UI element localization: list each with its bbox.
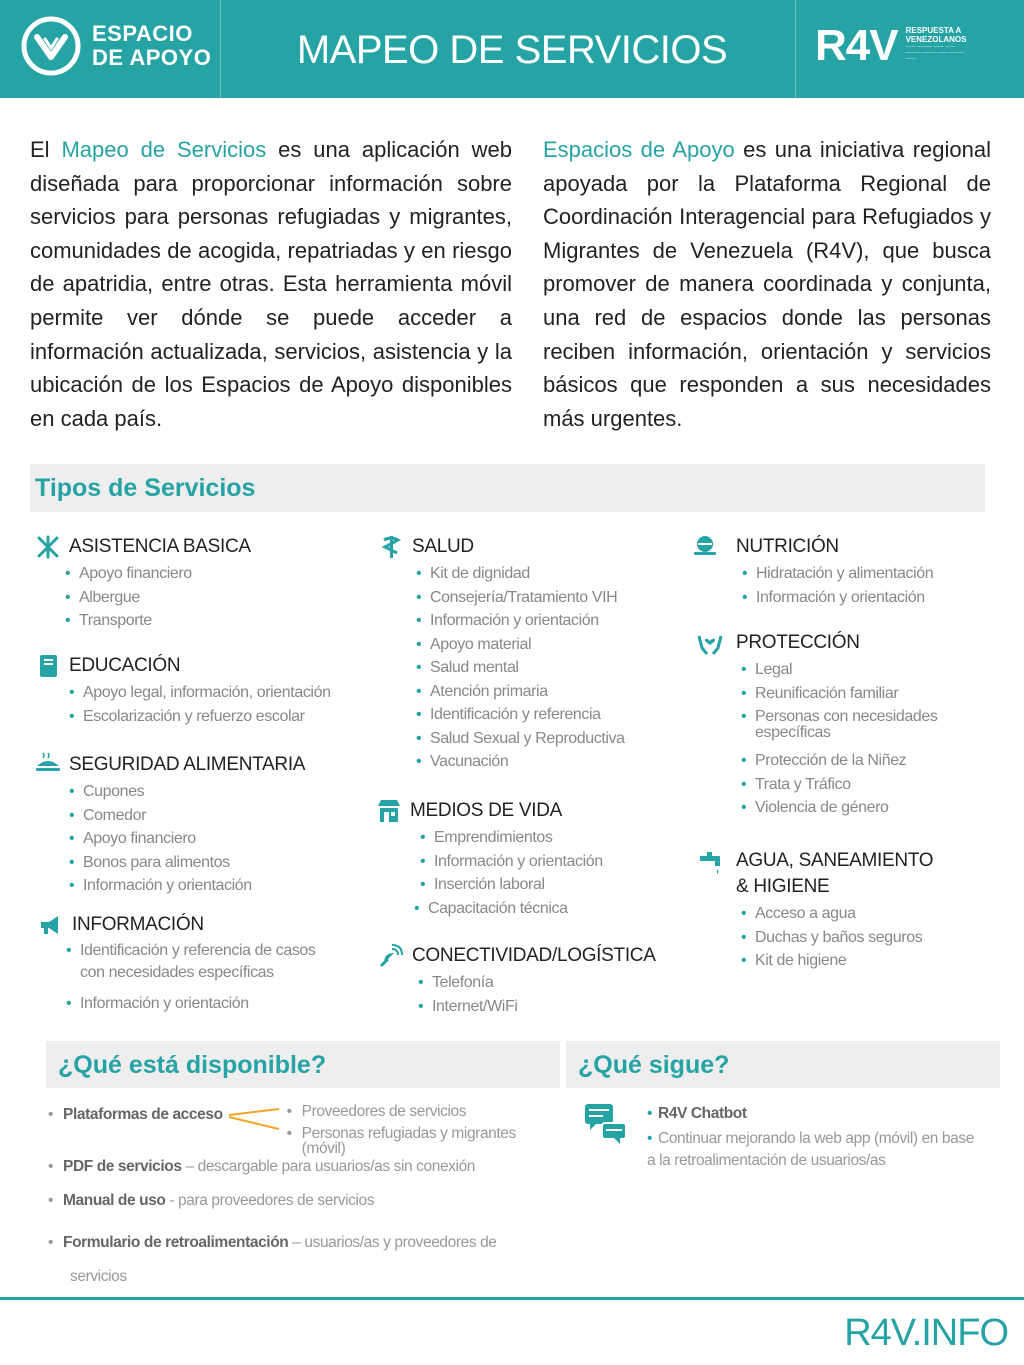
r4v-sub2: VENEZOLANOS [905, 35, 967, 44]
list-item: • Comedor [69, 804, 305, 828]
category-nutricion [692, 534, 933, 609]
asterisk-icon [35, 534, 61, 560]
plataformas-target: • Proveedores de servicios [286, 1103, 467, 1120]
list-item: • Apoyo financiero [65, 562, 251, 586]
book-icon [35, 653, 61, 679]
satellite-icon [378, 943, 404, 969]
list-item: • Información y orientación [69, 874, 305, 898]
list-item: • Salud Sexual y Reproductiva [416, 727, 625, 751]
footer-divider [0, 1297, 1024, 1300]
disponible-title: ¿Qué está disponible? [58, 1051, 327, 1079]
list-item: • Información y orientación [66, 992, 338, 1016]
intro-left-highlight: Mapeo de Servicios [61, 137, 267, 162]
intro-left-text: es una aplicación web diseñada para proporcionar información sobre servicios para personas refugiadas y migrantes, comunidades de acogida, repatriadas y en riesgo de apatridia, entre otras. Esta herramienta móvil permite ver dónde se puede acceder a información actualizada, servicios, asistencia y la ubicación de los Espacios de Apoyo disponibles en cada país. [30, 137, 512, 431]
header-divider [795, 0, 796, 98]
pdf-desc: – descargable para usuarios/as sin conexión [181, 1158, 476, 1175]
r4v-logo [815, 22, 970, 70]
list-item: • Vacunación [416, 750, 625, 774]
plataformas-item: • Plataformas de acceso • Proveedores de servicios • Personas refugiadas y migrantes (móvil) [48, 1103, 527, 1156]
category-salud [378, 534, 625, 774]
plataformas-label: Plataformas de acceso [63, 1106, 223, 1123]
list-item: • Capacitación técnica [414, 897, 603, 921]
intro-left-paragraph [30, 133, 512, 435]
list-item: • Albergue [65, 586, 251, 610]
category-title: SALUD [412, 536, 474, 557]
list-item: • Emprendimientos [420, 826, 603, 850]
category-conectividad [378, 943, 656, 1018]
formulario-desc: – usuarios/as y proveedores de servicios [70, 1234, 497, 1285]
category-educacion [35, 653, 331, 728]
manual-label: Manual de uso [63, 1192, 166, 1209]
category-title: ASISTENCIA BASICA [69, 536, 251, 557]
category-title: INFORMACIÓN [72, 914, 204, 935]
formulario-label: Formulario de retroalimentación [63, 1234, 289, 1251]
list-item: • Información y orientación [742, 586, 933, 610]
target-text: Personas refugiadas y migrantes (móvil) [301, 1125, 516, 1157]
list-item: • Identificación y referencia de casos con necesidades específicas [66, 940, 338, 984]
list-item: • Kit de dignidad [416, 562, 625, 586]
manual-desc: - para proveedores de servicios [165, 1192, 375, 1209]
intro-right-text: es una iniciativa regional apoyada por la Plataforma Regional de Coordinación Interagencial para Refugiados y Migrantes de Venezuela (R4V), que busca promover de manera coordinada y conjunta, una red de espacios donde las personas reciben información, orientación y servicios básicos que responden a sus necesidades más urgentes. [543, 137, 991, 431]
list-item: • Trata y Tráfico [741, 773, 957, 797]
list-item: • Violencia de género [741, 796, 957, 820]
sigue-item-text: R4V Chatbot [658, 1105, 747, 1122]
espacio-logo-icon [20, 15, 82, 77]
list-item: • Kit de higiene [741, 949, 957, 973]
target-text: Proveedores de servicios [301, 1103, 467, 1120]
list-item: • Acceso a agua [741, 902, 957, 926]
list-item: • Reunificación familiar [741, 682, 957, 706]
list-item: • Identificación y referencia [416, 703, 625, 727]
faucet-icon [697, 850, 723, 876]
list-item: • Escolarización y refuerzo escolar [69, 705, 331, 729]
list-item: • Personas con necesidades específicas [741, 709, 941, 741]
category-title: EDUCACIÓN [69, 655, 181, 676]
list-item: • Atención primaria [416, 680, 625, 704]
formulario-item: • Formulario de retroalimentación – usuarios/as y proveedores de servicios [48, 1234, 497, 1285]
list-item: • Telefonía [418, 971, 656, 995]
manual-item: • Manual de uso - para proveedores de servicios [48, 1192, 375, 1209]
list-item: • Protección de la Niñez [741, 749, 957, 773]
store-icon [376, 798, 402, 824]
category-seguridad [35, 752, 305, 898]
plataformas-target: • Personas refugiadas y migrantes (móvil) [287, 1126, 527, 1156]
caduceus-icon [378, 534, 404, 560]
tipos-title: Tipos de Servicios [35, 474, 256, 502]
chat-icon [584, 1103, 628, 1145]
category-proteccion [697, 630, 957, 820]
sigue-item: • Continuar mejorando la web app (móvil) en base a la retroalimentación de usuarios/as [647, 1130, 974, 1169]
list-item: • Apoyo financiero [69, 827, 305, 851]
category-agua [697, 848, 957, 973]
header-divider [220, 0, 221, 98]
list-item: • Legal [741, 658, 957, 682]
category-medios [376, 798, 603, 920]
list-item: • Salud mental [416, 656, 625, 680]
sigue-item-text: Continuar mejorando la web app (móvil) en base a la retroalimentación de usuarios/as [647, 1130, 974, 1169]
list-item: • Internet/WiFi [418, 995, 656, 1019]
list-item: • Bonos para alimentos [69, 851, 305, 875]
pdf-label: PDF de servicios [63, 1158, 182, 1175]
list-item: • Transporte [65, 609, 251, 633]
r4v-brand: R4V [815, 21, 898, 70]
page-title: MAPEO DE SERVICIOS [296, 28, 728, 72]
logo-line1: ESPACIO [92, 21, 193, 46]
category-title: NUTRICIÓN [736, 536, 839, 557]
list-item: • Duchas y baños seguros [741, 926, 957, 950]
sigue-item: • R4V Chatbot [647, 1105, 747, 1122]
megaphone-icon [38, 912, 64, 938]
disponible-section-header [46, 1041, 560, 1088]
footer-brand[interactable]: R4V.INFO [844, 1312, 1008, 1354]
r4v-subtitle [906, 26, 970, 62]
list-item: • Apoyo material [416, 633, 625, 657]
tipos-section-header [30, 464, 985, 512]
list-item: • Inserción laboral [420, 873, 603, 897]
list-item: • Hidratación y alimentación [742, 562, 933, 586]
pdf-item: • PDF de servicios – descargable para usuarios/as sin conexión [48, 1158, 476, 1175]
hands-heart-icon [697, 630, 723, 656]
category-title: AGUA, SANEAMIENTO & HIGIENE [736, 850, 934, 897]
espacio-de-apoyo-logo [20, 15, 211, 77]
r4v-fine-print: —— ——— —— —— ——— ——— —— ——— —— [905, 44, 965, 62]
r4v-sub1: RESPUESTA A [905, 26, 962, 35]
list-item: • Consejería/Tratamiento VIH [416, 586, 625, 610]
sigue-title: ¿Qué sigue? [578, 1051, 730, 1079]
connector-lines [227, 1103, 283, 1133]
category-title: CONECTIVIDAD/LOGÍSTICA [412, 945, 656, 966]
sigue-section-header [566, 1041, 1000, 1088]
bowl-icon [692, 534, 718, 560]
list-item: • Apoyo legal, información, orientación [69, 681, 331, 705]
category-informacion [38, 912, 338, 1016]
list-item: • Cupones [69, 780, 305, 804]
food-icon [35, 752, 61, 778]
list-item: • Información y orientación [420, 850, 603, 874]
intro-right-highlight: Espacios de Apoyo [543, 137, 735, 162]
list-item: • Información y orientación [416, 609, 625, 633]
intro-left-lead: El [30, 137, 62, 162]
intro-right-paragraph [543, 133, 991, 435]
category-title: SEGURIDAD ALIMENTARIA [69, 754, 306, 775]
header-bar [0, 0, 1024, 98]
category-title: PROTECCIÓN [736, 632, 860, 653]
logo-line2: DE APOYO [92, 45, 212, 70]
category-asistencia [35, 534, 251, 633]
sigue-list [647, 1105, 977, 1172]
category-title: MEDIOS DE VIDA [410, 800, 563, 821]
